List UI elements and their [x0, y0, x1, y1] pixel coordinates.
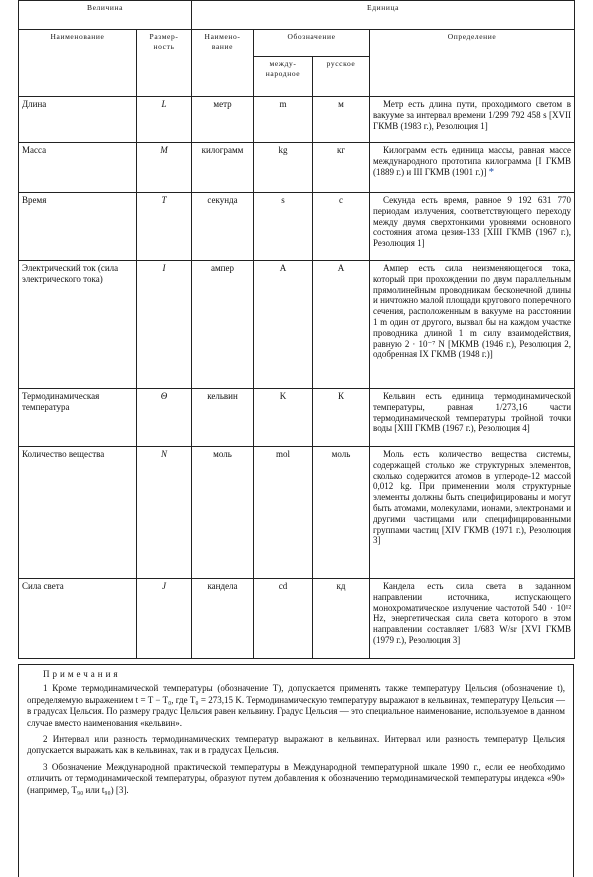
definition-text: Килограмм есть единица массы, равная массе международного прототипа килограмма [I ГКМВ (1889 г.) и III ГКМВ (1901 г.)]	[373, 145, 572, 177]
quantity-name: Сила света	[19, 579, 137, 659]
international-symbol: mol	[254, 447, 313, 579]
header-russian: русское	[313, 57, 370, 97]
unit-name: метр	[192, 97, 254, 143]
international-symbol: A	[254, 261, 313, 389]
unit-definition: Кельвин есть единица термодинамической температуры, равная 1/273,16 части термодинамической температуры тройной точки воды [XIII ГКМВ (1967 г.), Резолюция 4]	[370, 389, 575, 447]
international-symbol: K	[254, 389, 313, 447]
russian-symbol: м	[313, 97, 370, 143]
dimension-symbol: L	[137, 97, 192, 143]
international-symbol: m	[254, 97, 313, 143]
unit-name: кельвин	[192, 389, 254, 447]
unit-name: килограмм	[192, 143, 254, 193]
document-page	[18, 0, 574, 877]
russian-symbol: кд	[313, 579, 370, 659]
unit-definition: Секунда есть время, равное 9 192 631 770 периодам излучения, соответствующего переходу между двумя сверхтонкими уровнями основного состояния атома цезия-133 [XIII ГКМВ (1967 г.), Резолюция 1]	[370, 193, 575, 261]
international-symbol: kg	[254, 143, 313, 193]
header-quantity: Величина	[19, 1, 192, 30]
dimension-symbol: Θ	[137, 389, 192, 447]
quantity-name: Термодинамическая температура	[19, 389, 137, 447]
header-definition: Определение	[370, 30, 575, 97]
dimension-symbol: T	[137, 193, 192, 261]
header-name: Наименование	[19, 30, 137, 97]
note-item: 1 Кроме термодинамической температуры (обозначение T), допускается применять также температуру Цельсия (обозначение t), определяемую выражением t = T − T₀, где T₀ = 273,15 K. Термодинамическую температуру выражают в кельвинах, температуру Цельсия — в градусах Цельсия. По размеру градус Цельсия равен кельвину. Градус Цельсия — это специальное наименование, используемое в данном случае вместо наименования «кельвин».	[27, 683, 565, 728]
table-row	[19, 193, 575, 261]
unit-definition: Метр есть длина пути, проходимого светом в вакууме за интервал времени 1/299 792 458 s [XVII ГКМВ (1983 г.), Резолюция 1]	[370, 97, 575, 143]
unit-definition	[370, 143, 575, 193]
international-symbol: s	[254, 193, 313, 261]
table-row	[19, 97, 575, 143]
header-international: между- народное	[254, 57, 313, 97]
notes-title: Примечания	[43, 669, 121, 679]
russian-symbol: моль	[313, 447, 370, 579]
russian-symbol: кг	[313, 143, 370, 193]
russian-symbol: К	[313, 389, 370, 447]
quantity-name: Количество вещества	[19, 447, 137, 579]
notes-section	[18, 664, 574, 877]
dimension-symbol: I	[137, 261, 192, 389]
unit-name: ампер	[192, 261, 254, 389]
asterisk-mark: *	[488, 165, 495, 178]
unit-name: моль	[192, 447, 254, 579]
unit-name: секунда	[192, 193, 254, 261]
unit-name: кандела	[192, 579, 254, 659]
note-item: 2 Интервал или разность термодинамических температур выражают в кельвинах. Интервал или разность температур Цельсия допускается выражать как в кельвинах, так и в градусах Цельсия.	[27, 734, 565, 756]
note-item: 3 Обозначение Международной практической температуры в Международной температурной шкале 1990 г., если ее необходимо отличить от термодинамической температуры, образуют путем добавления к обозначению термодинамической температуры индекса «90» (например, T₉₀ или t₉₀) [3].	[27, 761, 565, 795]
si-units-table	[18, 0, 575, 659]
quantity-name: Масса	[19, 143, 137, 193]
quantity-name: Электрический ток (сила электрического тока)	[19, 261, 137, 389]
table-row	[19, 143, 575, 193]
table-row	[19, 389, 575, 447]
table-row	[19, 261, 575, 389]
header-unit: Единица	[192, 1, 575, 30]
unit-definition: Моль есть количество вещества системы, содержащей столько же структурных элементов, сколько содержится атомов в углероде-12 массой 0,012 kg. При применении моля структурные элементы должны быть специфицированы и могут быть атомами, молекулами, ионами, электронами и другими частицами или специфицированными группами частиц [XIV ГКМВ (1971 г.), Резолюция 3]	[370, 447, 575, 579]
dimension-symbol: M	[137, 143, 192, 193]
unit-definition: Кандела есть сила света в заданном направлении источника, испускающего монохроматическое излучение частотой 540 · 10¹² Hz, энергетическая сила света которого в этом направлении составляет 1/683 W/sr [XVI ГКМВ (1979 г.), Резолюция 3]	[370, 579, 575, 659]
international-symbol: cd	[254, 579, 313, 659]
quantity-name: Длина	[19, 97, 137, 143]
header-designation: Обозначение	[254, 30, 370, 57]
table-row	[19, 579, 575, 659]
dimension-symbol: N	[137, 447, 192, 579]
russian-symbol: с	[313, 193, 370, 261]
dimension-symbol: J	[137, 579, 192, 659]
table-row	[19, 447, 575, 579]
header-unit-name: Наимено- вание	[192, 30, 254, 97]
unit-definition: Ампер есть сила неизменяющегося тока, который при прохождении по двум параллельным прямолинейным проводникам бесконечной длины и ничтожно малой площади кругового поперечного сечения, расположенным в вакууме на расстоянии 1 m один от другого, вызвал бы на каждом участке проводника длиной 1 m силу взаимодействия, равную 2 · 10⁻⁷ N [МКМВ (1946 г.), Резолюция 2, одобренная IX ГКМВ (1948 г.)]	[370, 261, 575, 389]
russian-symbol: А	[313, 261, 370, 389]
header-dimension: Размер- ность	[137, 30, 192, 97]
quantity-name: Время	[19, 193, 137, 261]
